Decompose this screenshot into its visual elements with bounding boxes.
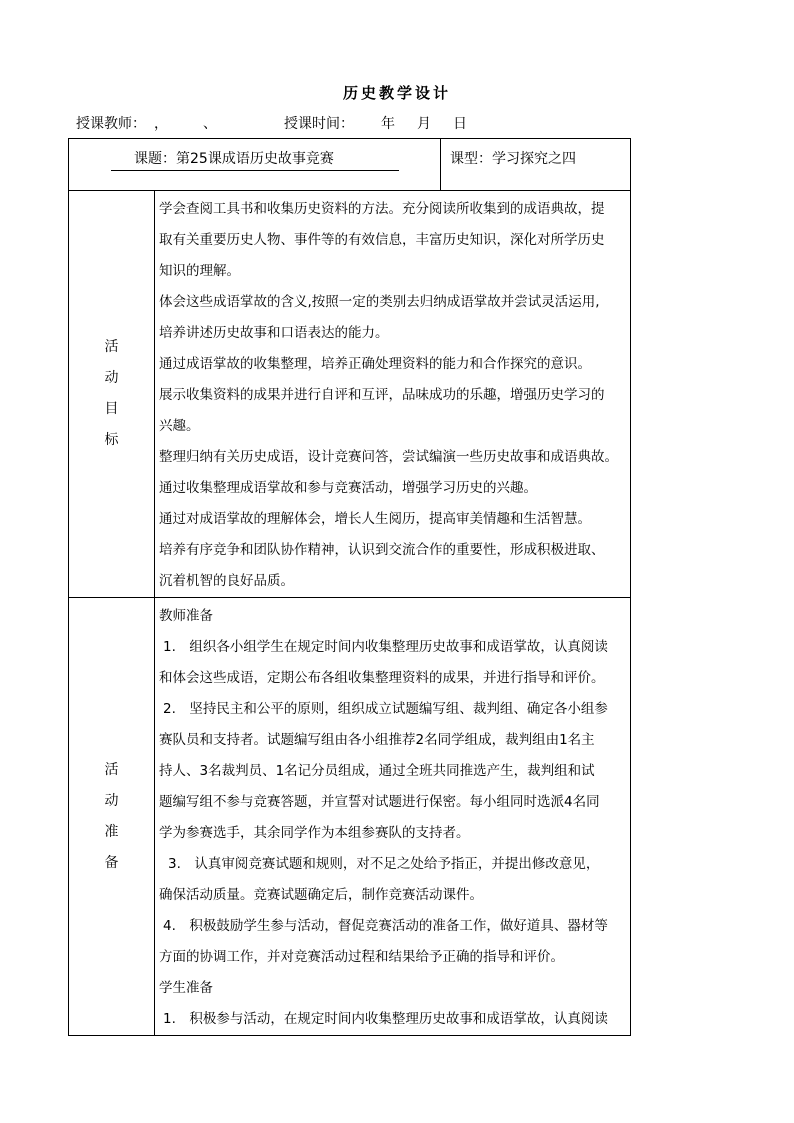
prep-line: 题编写组不参与竞赛答题，并宣誓对试题进行保密。每小组同时选派4名同 (159, 794, 600, 810)
lesson-type: 课型：学习探究之四 (441, 139, 631, 191)
goal-line: 知识的理解。 (159, 263, 240, 279)
lesson-plan-table (68, 138, 631, 1036)
goal-line: 通过成语掌故的收集整理，培养正确处理资料的能力和合作探究的意识。 (159, 356, 591, 372)
prep-line: 持人、3名裁判员、1名记分员组成，通过全班共同推选产生，裁判组和试 (159, 763, 595, 779)
goal-line: 体会这些成语掌故的含义,按照一定的类别去归纳成语掌故并尝试灵活运用, (159, 294, 600, 310)
goal-line: 培养讲述历史故事和口语表达的能力。 (159, 325, 389, 341)
student-prep-line: 1. 积极参与活动，在规定时间内收集整理历史故事和成语掌故，认真阅读 (163, 1011, 608, 1027)
goals-label: 活 动 目 标 (69, 191, 155, 598)
prep-line: 学为参赛选手，其余同学作为本组参赛队的支持者。 (159, 825, 470, 841)
goal-line: 沉着机智的良好品质。 (159, 573, 294, 589)
student-prep-heading: 学生准备 (159, 980, 213, 996)
prep-label: 活 动 准 备 (69, 598, 155, 1036)
teacher-prep-heading: 教师准备 (159, 608, 213, 624)
prep-line: 赛队员和支持者。试题编写组由各小组推荐2名同学组成，裁判组由1名主 (159, 732, 595, 748)
prep-line: 4. 积极鼓励学生参与活动，督促竞赛活动的准备工作，做好道具、器材等 (163, 918, 608, 934)
topic-underline (111, 170, 399, 171)
prep-line: 确保活动质量。竞赛试题确定后，制作竞赛活动课件。 (159, 887, 483, 903)
goal-line: 取有关重要历史人物、事件等的有效信息，丰富历史知识，深化对所学历史 (159, 232, 605, 248)
goal-line: 通过对成语掌故的理解体会，增长人生阅历，提高审美情趣和生活智慧。 (159, 511, 591, 527)
goals-content (155, 191, 631, 598)
document-title: 历史教学设计 (342, 84, 451, 102)
lesson-topic-cell (69, 139, 441, 191)
teacher-label: 授课教师： (76, 116, 146, 132)
header-info (76, 113, 636, 135)
lesson-topic: 课题：第25课成语历史故事竞赛 (134, 151, 334, 167)
goal-line: 学会查阅工具书和收集历史资料的方法。充分阅读所收集到的成语典故，提 (159, 201, 605, 217)
goal-line: 通过收集整理成语掌故和参与竞赛活动，增强学习历史的兴趣。 (159, 480, 537, 496)
goal-line: 培养有序竞争和团队协作精神，认识到交流合作的重要性，形成积极进取、 (159, 542, 605, 558)
day-label: 日 (453, 116, 467, 132)
prep-line: 和体会这些成语，定期公布各组收集整理资料的成果，并进行指导和评价。 (159, 670, 605, 686)
goal-line: 展示收集资料的成果并进行自评和互评，品味成功的乐趣，增强历史学习的 (159, 387, 605, 403)
prep-line: 1. 组织各小组学生在规定时间内收集整理历史故事和成语掌故，认真阅读 (163, 639, 608, 655)
lesson-row (69, 139, 631, 191)
prep-row (69, 598, 631, 1036)
goal-line: 兴趣。 (159, 418, 200, 434)
teacher-marks: ， 、 (154, 116, 217, 132)
prep-line: 方面的协调工作，并对竞赛活动过程和结果给予正确的指导和评价。 (159, 949, 564, 965)
prep-content (155, 598, 631, 1036)
goals-row (69, 191, 631, 598)
year-label: 年 (381, 116, 395, 132)
prep-line: 3. 认真审阅竞赛试题和规则，对不足之处给予指正，并提出修改意见， (168, 856, 600, 872)
goal-line: 整理归纳有关历史成语，设计竞赛问答，尝试编演一些历史故事和成语典故。 (159, 449, 618, 465)
month-label: 月 (417, 116, 431, 132)
prep-line: 2. 坚持民主和公平的原则，组织成立试题编写组、裁判组、确定各小组参 (163, 701, 608, 717)
time-label: 授课时间： (284, 116, 354, 132)
